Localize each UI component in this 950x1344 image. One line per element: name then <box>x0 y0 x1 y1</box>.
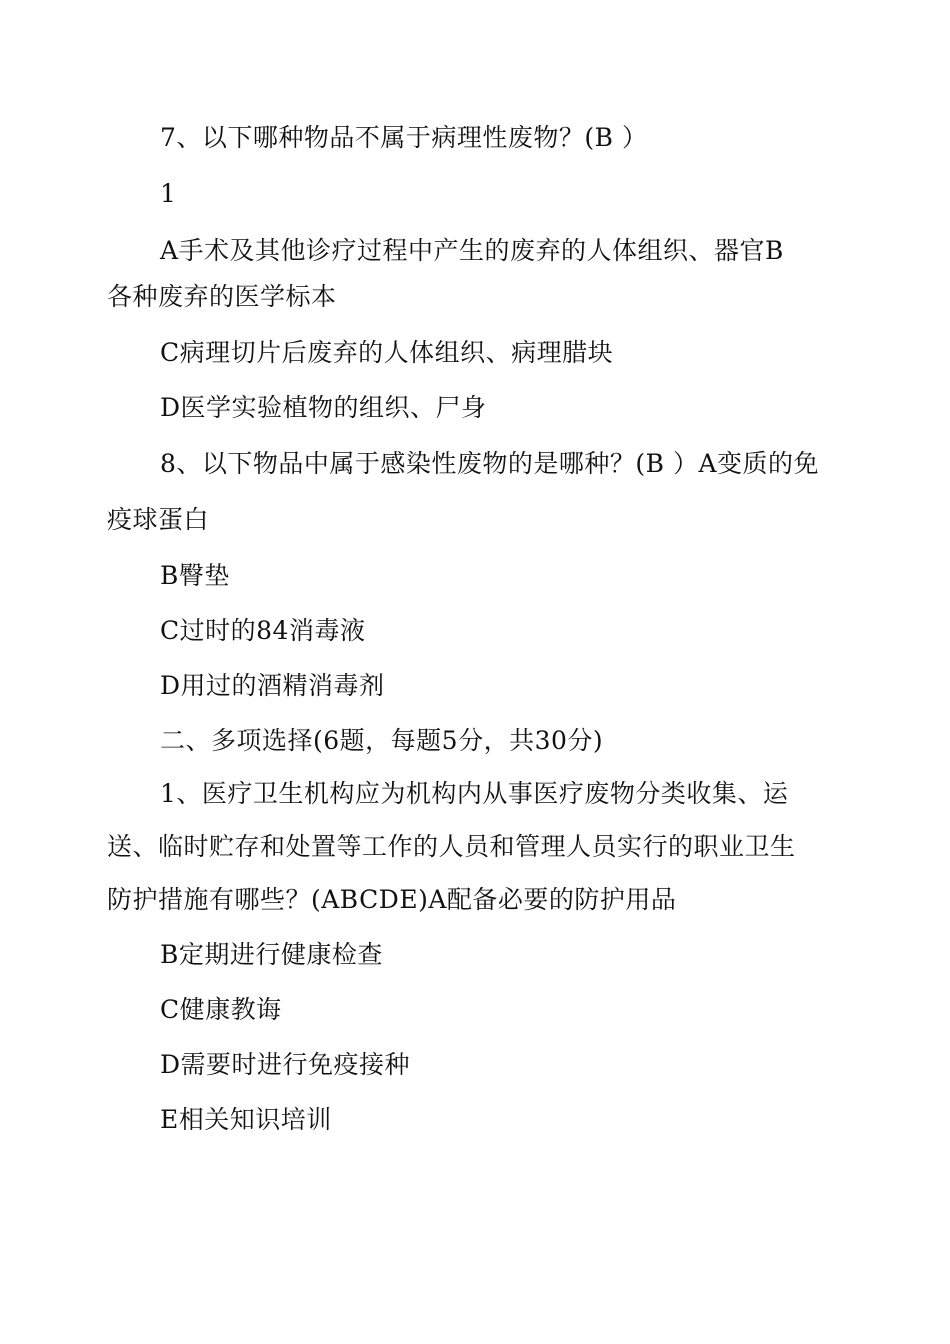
question-8-option-b: B臀垫 <box>160 561 230 590</box>
question-8-option-c: C过时的84消毒液 <box>160 616 366 645</box>
multi-question-1-option-b: B定期进行健康检查 <box>160 940 383 969</box>
multi-question-1-line3: 防护措施有哪些？(ABCDE)A配备必要的防护用品 <box>107 885 677 914</box>
question-8-option-d: D用过的酒精消毒剂 <box>160 671 385 700</box>
question-7-text: 7、以下哪种物品不属于病理性废物？(B ） <box>160 123 648 152</box>
question-7-option-d: D医学实验植物的组织、尸身 <box>160 393 487 422</box>
section-2-heading: 二、多项选择(6题，每题5分，共30分) <box>160 726 604 755</box>
multi-question-1-line2: 送、临时贮存和处置等工作的人员和管理人员实行的职业卫生 <box>107 832 796 861</box>
question-7-option-a-line1: A手术及其他诊疗过程中产生的废弃的人体组织、器官B <box>160 236 784 265</box>
page-number: 1 <box>160 179 177 208</box>
question-8-text-line1: 8、以下物品中属于感染性废物的是哪种？(B ）A变质的免 <box>160 449 820 478</box>
multi-question-1-line1: 1、医疗卫生机构应为机构内从事医疗废物分类收集、运 <box>160 779 789 808</box>
multi-question-1-option-e: E相关知识培训 <box>160 1105 332 1134</box>
multi-question-1-option-d: D需要时进行免疫接种 <box>160 1050 411 1079</box>
multi-question-1-option-c: C健康教诲 <box>160 995 282 1024</box>
question-8-text-line2: 疫球蛋白 <box>107 505 210 534</box>
question-7-option-a-line2: 各种废弃的医学标本 <box>107 282 337 311</box>
question-7-option-c: C病理切片后废弃的人体组织、病理腊块 <box>160 338 614 367</box>
